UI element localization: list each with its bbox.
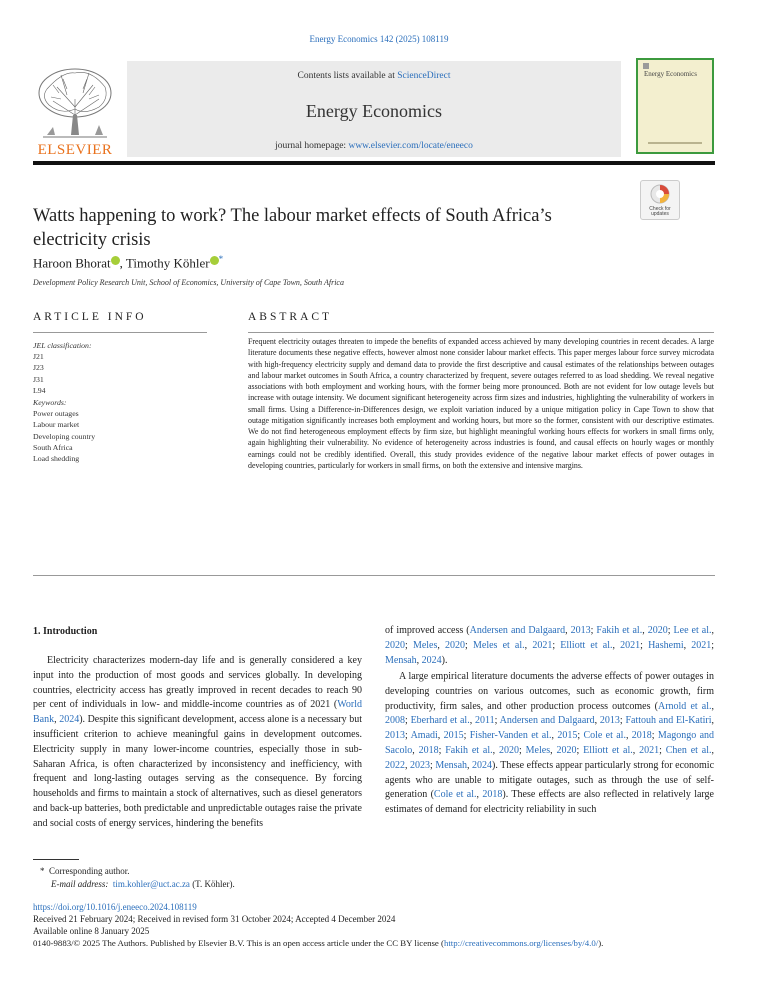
citation-link[interactable]: 2020 (385, 639, 405, 651)
citation-link[interactable]: 2011 (474, 715, 495, 727)
paragraph-text: ; (577, 730, 584, 742)
citation-link[interactable]: World Bank (33, 699, 362, 726)
cover-publisher-mark (643, 63, 649, 69)
check-updates-label: Check for updates (649, 206, 671, 217)
paragraph-text: , (437, 730, 444, 742)
paragraph-text: , (683, 639, 692, 651)
orcid-icon[interactable] (210, 256, 219, 265)
paragraph-text: , (642, 625, 648, 636)
journal-banner (127, 61, 621, 157)
citation-link[interactable]: 2020 (647, 625, 668, 636)
paragraph-text: ; (463, 730, 470, 742)
paragraph-text: Electricity characterizes modern-day life and is generally considered a key input into the production of most goods and services globally. In developing countries, electricity access has greatly improved in recent decades to reach 90 per cent of individuals in low- and middle-income countries as of 2021 ( (33, 655, 362, 711)
paragraph-text: ; (651, 730, 658, 742)
intro-paragraph-continued (385, 624, 714, 668)
citation-link[interactable]: Chen et al. (665, 744, 712, 756)
paragraph-text: ; (711, 639, 715, 651)
footnote-rule (33, 859, 79, 860)
paragraph-text: ; (405, 715, 411, 727)
citation-link[interactable]: Fattouh and El-Katiri (625, 715, 712, 727)
citation-link[interactable]: Fisher-Vanden et al. (469, 730, 552, 742)
citation-link[interactable]: Fakih et al. (596, 625, 643, 636)
email-link[interactable]: tim.kohler@uct.ac.za (112, 879, 190, 889)
paragraph-text: , (711, 744, 715, 756)
contents-prefix: Contents lists available at (297, 71, 398, 81)
paragraph-text: ; (405, 730, 411, 742)
jel-label: JEL classification: (33, 341, 92, 350)
journal-citation[interactable]: Energy Economics 142 (2025) 108119 (309, 34, 449, 44)
publisher-name: ELSEVIER (37, 142, 113, 158)
paragraph-text: ; (519, 744, 526, 756)
citation-link[interactable]: Mensah (435, 759, 468, 771)
homepage-link[interactable]: www.elsevier.com/locate/eneeco (348, 141, 473, 151)
author-list (33, 254, 223, 271)
paragraph-text: , (412, 744, 419, 756)
paragraph-text: A large empirical literature documents the adverse effects of power outages in developing countries on various outcomes, such as economic growth, firm productivity, firm sales, and other production process outcomes ( (385, 671, 714, 712)
citation-link[interactable]: 2018 (418, 744, 439, 756)
paragraph-text: , (594, 715, 600, 727)
paragraph-text: ; (438, 744, 446, 756)
citation-link[interactable]: 2021 (620, 639, 641, 651)
article-info-heading: ARTICLE INFO (33, 311, 147, 323)
citation-link[interactable]: Hashemi (648, 639, 684, 651)
license-line (33, 937, 723, 950)
paragraph-text: , (711, 700, 715, 712)
homepage-line (127, 141, 621, 151)
sciencedirect-link[interactable]: ScienceDirect (397, 71, 451, 81)
citation-link[interactable]: 2021 (691, 639, 712, 651)
article-info (33, 340, 95, 464)
paragraph-text: , (711, 715, 715, 727)
keywords-label: Keywords: (33, 398, 67, 408)
elsevier-tree-icon (33, 65, 117, 143)
citation-link[interactable]: Andersen and Dalgaard (469, 625, 566, 636)
citation-link[interactable]: Arnold et al. (657, 700, 712, 712)
citation-link[interactable]: Fakih et al. (445, 744, 493, 756)
corresponding-footnote (40, 865, 130, 878)
paragraph-text: , (625, 730, 632, 742)
abstract-rule (248, 332, 714, 333)
citation-link[interactable]: 2008 (385, 715, 405, 727)
paragraph-text: ). These effects appear particularly strong for economic agents who are unable to mitigate outages, such as through the use of self-generation ( (385, 759, 715, 801)
keyword: Labour market (33, 420, 80, 430)
abstract-heading: ABSTRACT (248, 311, 333, 323)
paragraph-text: ; (494, 715, 500, 727)
paragraph-text: , (612, 639, 621, 651)
affiliation: Development Policy Research Unit, School of Economics, University of Cape Town, South Africa (33, 278, 344, 287)
paragraph-text: ; (667, 625, 674, 636)
footnote-mark: * (40, 866, 45, 876)
citation-link[interactable]: Eberhard et al. (410, 715, 470, 727)
paragraph-text: , (416, 654, 422, 666)
keyword: Developing country (33, 431, 96, 441)
citation-link[interactable]: Meles (412, 639, 438, 651)
keyword: South Africa (33, 442, 73, 452)
citation-link[interactable]: 2018 (482, 789, 503, 801)
cover-title: Energy Economics (644, 70, 697, 78)
paragraph-text: , (467, 759, 473, 771)
citation-link[interactable]: Meles et al. (472, 639, 525, 651)
citation-link[interactable]: 2020 (556, 744, 577, 756)
citation-link[interactable]: 2021 (639, 744, 660, 756)
paragraph-text: , (476, 789, 483, 801)
section-heading: 1. Introduction (33, 626, 98, 637)
cover-rule (648, 142, 702, 144)
intro-paragraph (385, 670, 714, 818)
citation-link[interactable]: 2023 (410, 759, 431, 771)
paragraph-text: ; (552, 639, 561, 651)
citation-link[interactable]: 2022 (385, 759, 405, 771)
paragraph-text: ; (405, 639, 413, 651)
header-rule (33, 161, 715, 165)
paragraph-text: , (437, 639, 446, 651)
paragraph-text: of improved access ( (385, 625, 470, 636)
citation-link[interactable]: 2024 (472, 759, 493, 771)
email-label: E-mail address: (51, 879, 109, 889)
jel-code: L94 (33, 385, 46, 395)
citation-link[interactable]: 2018 (631, 730, 652, 742)
citation-link[interactable]: 2021 (532, 639, 553, 651)
paragraph-text: , (405, 759, 411, 771)
paragraph-text: , (711, 625, 715, 636)
citation-link[interactable]: Meles (525, 744, 551, 756)
author-separator: , (119, 255, 126, 271)
license-suffix: ). (598, 938, 604, 948)
citation-link[interactable]: Elliott et al. (560, 639, 613, 651)
jel-code: J23 (33, 363, 44, 373)
author-name[interactable]: Timothy Köhler (125, 255, 210, 271)
keyword: Power outages (33, 409, 79, 419)
orcid-icon[interactable] (111, 256, 120, 265)
paragraph-text: ; (640, 639, 649, 651)
corresponding-label: Corresponding author. (49, 866, 130, 876)
citation-link[interactable]: 2020 (499, 744, 520, 756)
paragraph-text: , (565, 625, 571, 636)
jel-code: J31 (33, 374, 44, 384)
paragraph-text: , (469, 715, 475, 727)
citation-link[interactable]: 2013 (599, 715, 620, 727)
section-rule (33, 575, 715, 576)
citation-link[interactable]: 2024 (421, 654, 442, 666)
journal-title: Energy Economics (305, 101, 443, 121)
check-for-updates-badge[interactable] (640, 180, 680, 220)
citation-link[interactable]: 2015 (557, 730, 578, 742)
citation-link[interactable]: 2024 (59, 714, 80, 726)
paragraph-text: , (632, 744, 640, 756)
paragraph-text: , (550, 744, 557, 756)
paragraph-text: ). Despite this significant development, access alone is a necessary but insufficient criterion to achieve meaningful gains in development outcomes. Electricity supply in many lower-income countries, especially those in sub-Saharan Africa, is often characterized by inconsistency and inefficiency, with frequent and long-lasting outages serving as the consequence. By forcing households and firms to maintain a stock of alternatives, such as diesel generators and back-up batteries, both predictable and unpredictable outages raise the private and social costs of energy services, hindering the benefits (33, 714, 363, 829)
paragraph-text: ; (576, 744, 584, 756)
paragraph-text: ; (430, 759, 436, 771)
paragraph-text: ; (590, 625, 597, 636)
citation-link[interactable]: 2020 (445, 639, 466, 651)
citation-link[interactable]: 2013 (385, 730, 405, 742)
paragraph-text: ; (659, 744, 666, 756)
paragraph-text: ; (465, 639, 473, 651)
intro-paragraph (33, 654, 362, 832)
journal-header (33, 57, 715, 161)
paragraph-text: ; (619, 715, 626, 727)
info-rule (33, 332, 207, 333)
paragraph-text: ). (441, 654, 448, 666)
citation-link[interactable]: Cole et al. (433, 789, 477, 801)
citation-link[interactable]: 2015 (443, 730, 464, 742)
paragraph-text: , (492, 744, 500, 756)
elsevier-logo (33, 65, 117, 159)
paragraph-text: ). These effects are also reflected in relatively large estimates of demand for electricity reliability in such (385, 789, 714, 816)
citation-link[interactable]: Andersen and Dalgaard (499, 715, 595, 727)
contents-line (127, 71, 621, 81)
keyword: Load shedding (33, 454, 80, 464)
author-name[interactable]: Haroon Bhorat (33, 255, 111, 271)
homepage-prefix: journal homepage: (275, 141, 349, 151)
abstract-text: Frequent electricity outages threaten to impede the benefits of expanded access achieved by many developing countries in recent decades. A large literature documents these negative effects, however almost none consider labour market effects. This paper merges labour force survey microdata with high-frequency electricity supply and demand data to provide the first descriptive and causal estimates of the relationships between outages and labour market outcomes in South Africa, a country characterized by frequent, severe outages referred to as load shedding. We reveal negative associations with both employment and working hours, with the former being more pronounced. Both are not evident for low outage levels but increase with outage intensity. We document significant heterogeneity across firm sizes and industries, highlighting the vulnerability of workers in small firms. Using a Difference-in-Differences design, we exploit variation induced by a unique mitigation policy in Cape Town to show that outage mitigation significantly increases both employment and working hours, but more so the former, consistent with our descriptive estimates. We do not find heterogeneous employment effects by firm size, but highlight meaningful working hours effects for workers in small firms only, again highlighting their vulnerability. No evidence of heterogeneity across industries is found, and causal effects on hourly wages or monthly earnings could not be credibly identified. Overall, this study provides evidence of the negative labour market effects of power outages in developing countries, particularly for workers in small firms, on both the extensive and intensive margins. (248, 337, 714, 470)
paragraph-text: , (524, 639, 533, 651)
corresponding-mark[interactable]: * (218, 254, 224, 264)
jel-code: J21 (33, 352, 44, 362)
citation-link[interactable]: Cole et al. (583, 730, 626, 742)
citation-link[interactable]: Magongo and Sacolo (385, 730, 715, 756)
license-link[interactable]: http://creativecommons.org/licenses/by/4.0/ (443, 938, 599, 948)
citation-link[interactable]: Amadi (410, 730, 438, 742)
citation-link[interactable]: Lee et al. (673, 625, 712, 636)
citation-link[interactable]: Mensah (385, 654, 417, 666)
license-text: 0140-9883/© 2025 The Authors. Published by Elsevier B.V. This is an open access article under the CC BY license ( (33, 938, 444, 948)
online-date: Available online 8 January 2025 (33, 926, 150, 936)
article-title: Watts happening to work? The labour market effects of South Africa’s electricity crisis (33, 206, 552, 250)
received-dates: Received 21 February 2024; Received in revised form 31 October 2024; Accepted 4 December 2024 (33, 914, 396, 924)
paragraph-text: , (54, 714, 60, 726)
journal-cover-image[interactable] (636, 58, 714, 154)
doi-link[interactable]: https://doi.org/10.1016/j.eneeco.2024.108119 (33, 902, 197, 912)
email-suffix: (T. Köhler). (189, 879, 235, 889)
citation-link[interactable]: Elliott et al. (583, 744, 633, 756)
check-updates-icon (641, 181, 679, 209)
email-footnote (51, 878, 235, 891)
paragraph-text: , (551, 730, 558, 742)
citation-link[interactable]: 2013 (570, 625, 591, 636)
